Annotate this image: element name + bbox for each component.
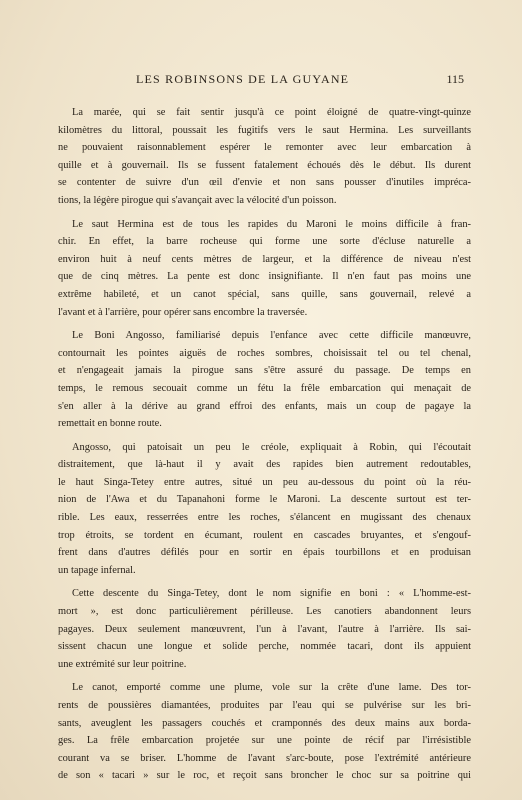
- text-line: environ huit à neuf cents mètres de largeur, et la différence de niveau n'est: [58, 253, 471, 265]
- text-line: extrême habileté, et un canot spécial, sans quille, sans gouvernail, relevé a: [58, 288, 471, 300]
- text-line: rents de poussières diamantées, produites par l'eau qui se pulvérise sur les bri-: [58, 700, 471, 711]
- text-line: s'en aller à la dérive au grand effroi des enfants, mais un coup de pagaye la: [58, 400, 471, 412]
- text-line: trop étroits, se tordent en écumant, roulent en cascades bruyantes, et s'engouf-: [58, 529, 471, 541]
- text-line: ne pouvaient raisonnablement espérer le remonter avec leur embarcation à: [58, 142, 471, 154]
- text-line: Le Boni Angosso, familiarisé depuis l'enfance avec cette difficile manœuvre,: [72, 330, 471, 342]
- text-line: temps, le remous secouait comme un fétu la frêle embarcation qui menaçait de: [58, 382, 471, 394]
- page-header: [58, 72, 464, 92]
- body-text: [58, 104, 471, 791]
- paragraph: [58, 679, 471, 785]
- text-line: pagayes. Deux seulement manœuvrent, l'un à l'avant, l'autre à l'arrière. Ils sai-: [58, 623, 471, 635]
- text-line: La marée, qui se fait sentir jusqu'à ce point éloigné de quatre-vingt-quinze: [72, 107, 471, 118]
- text-line: et n'engageait jamais la pirogue sans s'être assuré du passage. De temps en: [58, 365, 471, 377]
- text-line: kilomètres du littoral, poussait les fugitifs vers le saut Hermina. Les surveillants: [58, 124, 471, 136]
- text-line: rible. Les eaux, resserrées entre les roches, s'élancent en mugissant des chenaux: [58, 512, 471, 524]
- paragraph: [58, 216, 471, 322]
- text-line: sants, aveuglent les passagers couchés et cramponnés des deux mains aux borda-: [58, 717, 471, 729]
- text-line: courant va se briser. L'homme de l'avant s'arc-boute, pose l'extrémité antérieure: [58, 752, 471, 764]
- text-line: se contenter de suivre d'un œil d'envie et non sans pousser d'inutiles impréca-: [58, 177, 471, 189]
- text-line: nion de l'Awa et du Tapanahoni forme le Maroni. La descente surtout est ter-: [58, 494, 471, 506]
- text-line: Le saut Hermina est de tous les rapides du Maroni le moins difficile à fran-: [72, 218, 471, 230]
- text-line: frent dans d'autres défilés pour en sortir en épais tourbillons et en produisan: [58, 547, 471, 559]
- text-line: le haut Singa-Tetey entre autres, situé un peu au-dessous du point où la réu-: [58, 476, 471, 488]
- text-line: distraitement, que là-haut il y avait des rapides bien autrement redoutables,: [58, 459, 471, 471]
- paragraph: [58, 439, 471, 580]
- text-line: un tapage infernal.: [58, 564, 136, 576]
- text-line: une extrémité sur leur poitrine.: [58, 658, 187, 670]
- text-line: Cette descente du Singa-Tetey, dont le nom signifie en boni : « L'homme-est-: [72, 588, 471, 600]
- text-line: mort », est donc particulièrement périlleuse. Les canotiers abandonnent leurs: [58, 606, 471, 618]
- text-line: de son « tacari » sur le roc, et reçoit sans broncher le choc sur sa poitrine qui: [58, 770, 471, 782]
- text-line: quille et à gouvernail. Ils se fussent fatalement échoués dès le début. Ils durent: [58, 159, 471, 171]
- paragraph: [58, 585, 471, 673]
- text-line: l'avant et à l'arrière, pour opérer sans encombre la traversée.: [58, 306, 308, 318]
- text-line: Angosso, qui patoisait un peu le créole, expliquait à Robin, qui l'écoutait: [72, 441, 471, 453]
- paragraph: [58, 327, 471, 433]
- text-line: Le canot, emporté comme une plume, vole sur la crête d'une lame. Des tor-: [72, 682, 471, 694]
- text-line: sissent chacun une longue et solide perche, nommée tacari, dont ils appuient: [58, 641, 471, 653]
- paragraph: [58, 104, 471, 210]
- running-title: LES ROBINSONS DE LA GUYANE: [136, 72, 350, 86]
- text-line: chir. En effet, la barre rocheuse qui forme une sorte d'écluse naturelle a: [58, 236, 471, 248]
- text-line: tions, la légère pirogue qui s'avançait avec la vélocité d'un poisson.: [58, 194, 337, 206]
- page-number: 115: [446, 72, 464, 86]
- text-line: remettait en bonne route.: [58, 418, 162, 430]
- text-line: que de cinq mètres. La pente est donc insignifiante. Il n'en faut pas moins une: [58, 271, 471, 283]
- text-line: contournait les pointes aiguës de roches sombres, choisissait tel ou tel chenal,: [58, 347, 471, 359]
- text-line: ges. La frêle embarcation projetée sur une pointe de récif par l'irrésistible: [58, 735, 471, 747]
